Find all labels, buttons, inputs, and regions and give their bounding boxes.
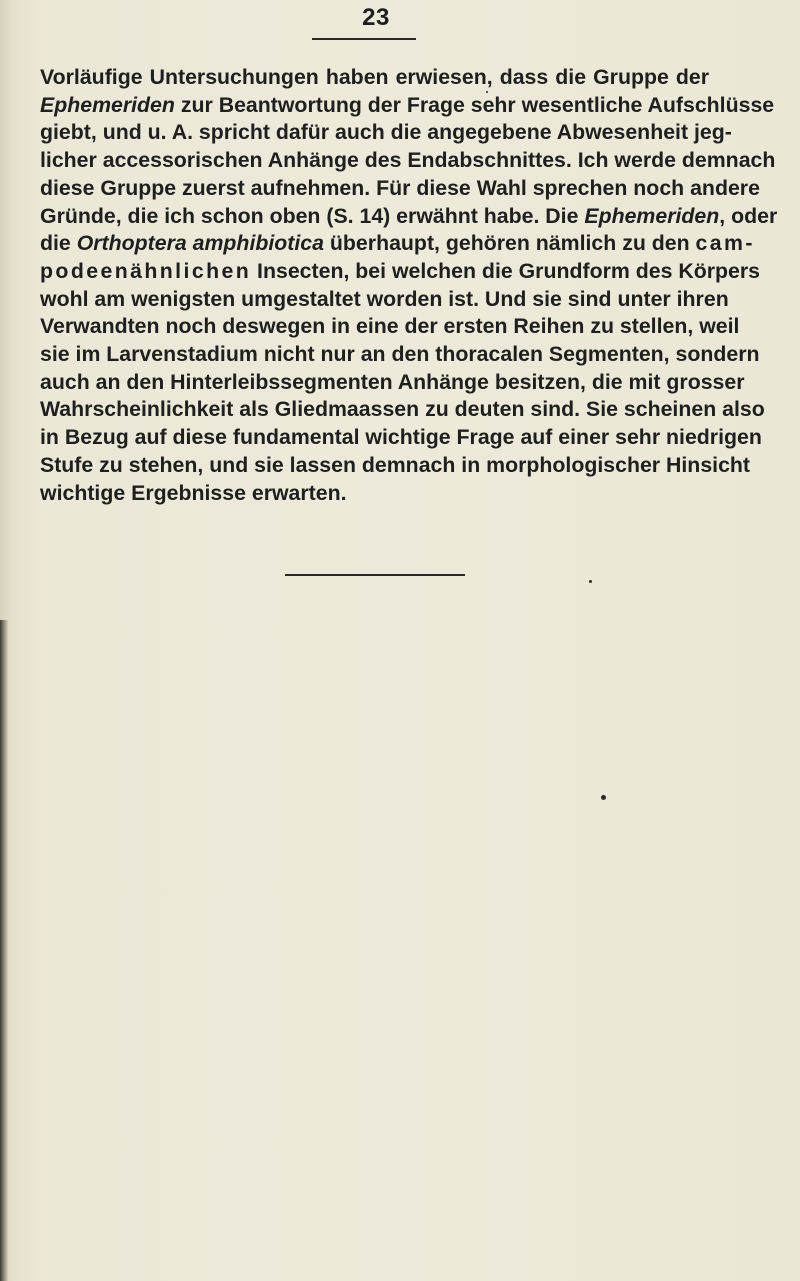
text-line: sie im Larvenstadium nicht nur an den thoracalen Segmenten, sondern	[40, 342, 760, 367]
paper-speck	[589, 580, 592, 583]
text-line: Stufe zu stehen, und sie lassen demnach in morphologischer Hinsicht	[40, 452, 751, 477]
paper-speck	[486, 91, 488, 93]
body-paragraph	[40, 64, 778, 507]
header-rule	[312, 38, 416, 40]
text-line: die Orthoptera amphibiotica überhaupt, gehören nämlich zu den cam-	[40, 231, 755, 256]
text-line: giebt, und u. A. spricht dafür auch die angegebene Abwesenheit jeg-	[40, 120, 732, 145]
text-line: wichtige Ergebnisse erwarten.	[40, 480, 347, 505]
text-line: wohl am wenigsten umgestaltet worden ist. Und sie sind unter ihren	[40, 286, 729, 311]
text-line: Verwandten noch deswegen in eine der ersten Reihen zu stellen, weil	[40, 314, 740, 339]
text-line: in Bezug auf diese fundamental wichtige Frage auf einer sehr niedrigen	[40, 425, 762, 450]
text-line: Vorläufige Untersuchungen haben erwiesen, dass die Gruppe der	[40, 65, 709, 89]
text-line: Ephemeriden zur Beantwortung der Frage sehr wesentliche Aufschlüsse	[40, 92, 775, 117]
page-number: 23	[362, 4, 390, 31]
page-binding-edge	[0, 620, 8, 1281]
text-line: auch an den Hinterleibssegmenten Anhänge besitzen, die mit grosser	[40, 369, 745, 394]
text-line: podeenähnlichen Insecten, bei welchen die Grundform des Körpers	[40, 258, 761, 283]
text-line: Wahrscheinlichkeit als Gliedmaassen zu deuten sind. Sie scheinen also	[40, 397, 765, 422]
text-line: diese Gruppe zuerst aufnehmen. Für diese Wahl sprechen noch andere	[40, 175, 760, 200]
text-line: licher accessorischen Anhänge des Endabschnittes. Ich werde demnach	[40, 148, 776, 173]
section-end-rule	[285, 574, 465, 576]
text-line: Gründe, die ich schon oben (S. 14) erwähnt habe. Die Ephemeriden, oder	[40, 203, 778, 228]
paper-speck	[601, 795, 606, 800]
